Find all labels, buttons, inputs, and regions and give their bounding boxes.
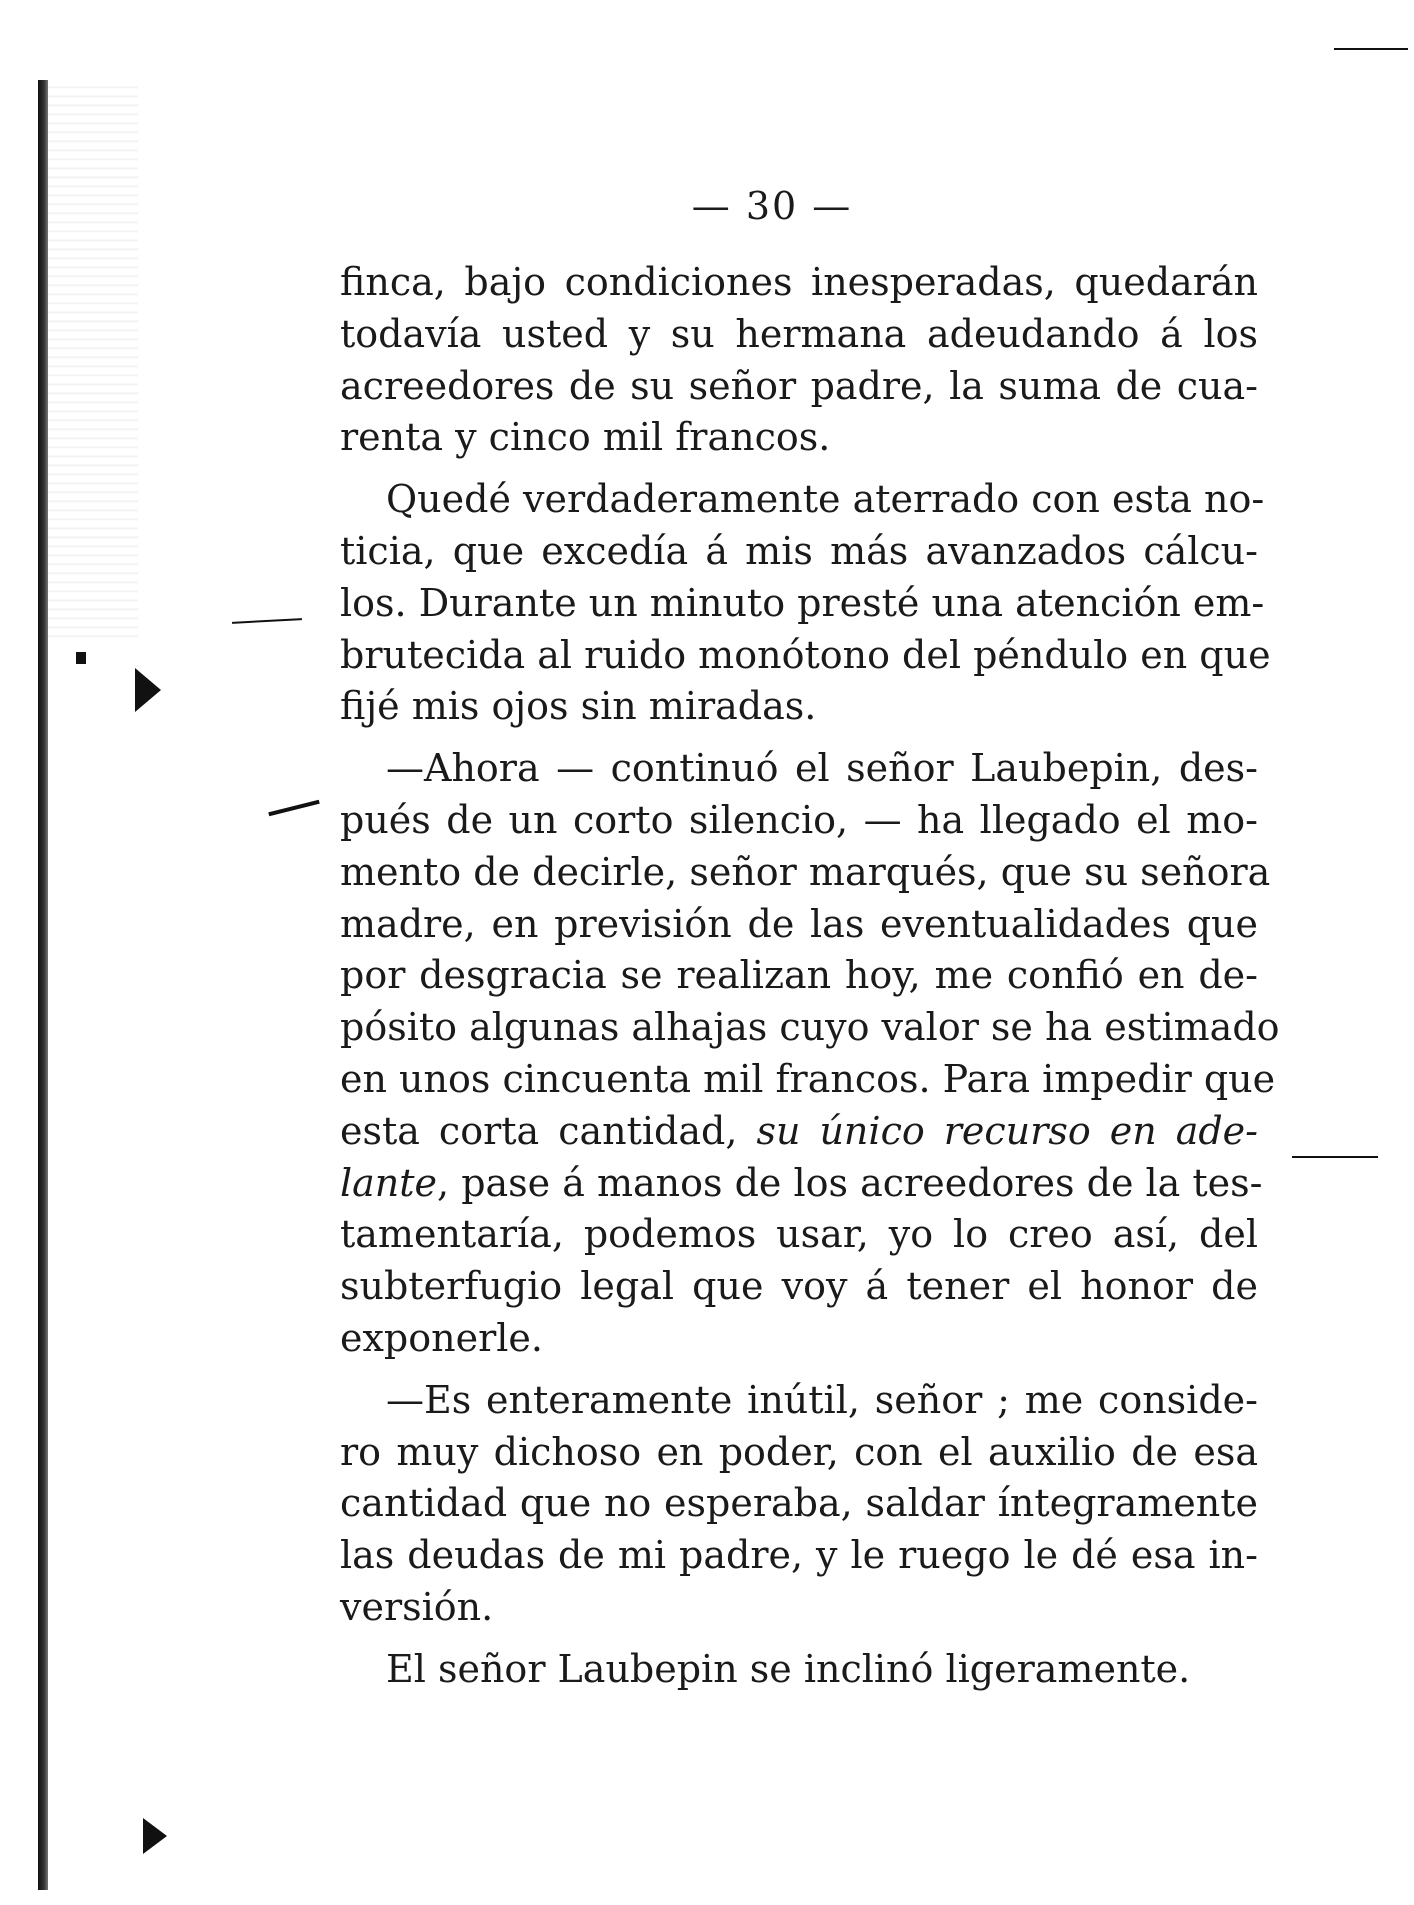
text-line: las deudas de mi padre, y le ruego le dé esa in- (340, 1533, 1258, 1578)
margin-mark-arrow (143, 1818, 167, 1854)
text-line: renta y cinco mil francos. (340, 415, 831, 460)
page-number: — 30 — (691, 184, 853, 228)
text-line: Quedé verdaderamente aterrado con esta no- (386, 477, 1265, 522)
text-line: pués de un corto silencio, — ha llegado el mo- (340, 797, 1258, 842)
text-line: ro muy dichoso en poder, con el auxilio de esa (340, 1429, 1258, 1474)
margin-mark-dash (1292, 1156, 1378, 1158)
text-line: El señor Laubepin se inclinó ligeramente. (386, 1646, 1191, 1691)
text-fragment: esta corta cantidad, (340, 1108, 738, 1153)
margin-mark-arrow (135, 668, 161, 712)
text-line: mento de decirle, señor marqués, que su señora (340, 849, 1271, 894)
text-line: brutecida al ruido monótono del péndulo en que (340, 632, 1271, 677)
text-line-mixed (340, 1158, 1263, 1210)
text-fragment: , pase á manos de los acreedores de la tes- (437, 1160, 1263, 1205)
margin-mark-dash (268, 800, 319, 816)
binding-edge-shadow (38, 80, 48, 1890)
text-line: —Es enteramente inútil, señor ; me conside- (386, 1377, 1258, 1422)
text-line: los. Durante un minuto presté una atención em- (340, 580, 1265, 625)
text-line: cantidad que no esperaba, saldar íntegramente (340, 1481, 1258, 1526)
italic-phrase: su único recurso en ade- (756, 1108, 1259, 1153)
text-line: versión. (340, 1584, 494, 1629)
text-line: acreedores de su señor padre, la suma de cua- (340, 363, 1258, 408)
text-line: fijé mis ojos sin miradas. (340, 684, 817, 729)
binding-speckle-noise (48, 80, 138, 640)
text-line: por desgracia se realizan hoy, me confió en de- (340, 953, 1258, 998)
text-line: tamentaría, podemos usar, yo lo creo así, del (340, 1212, 1258, 1257)
margin-mark-dash (1334, 48, 1408, 50)
text-line: finca, bajo condiciones inesperadas, quedarán (340, 260, 1258, 304)
italic-phrase: lante (340, 1160, 438, 1205)
text-line: madre, en previsión de las eventualidades que (340, 901, 1258, 946)
text-line: exponerle. (340, 1315, 543, 1360)
text-line-mixed (340, 1106, 1258, 1158)
margin-mark-dot (76, 652, 86, 664)
text-line: ticia, que excedía á mis más avanzados cálcu- (340, 528, 1258, 573)
text-line: en unos cincuenta mil francos. Para impedir que (340, 1056, 1276, 1101)
body-text (340, 257, 1280, 1696)
margin-mark-dash (232, 618, 302, 624)
text-line: —Ahora — continuó el señor Laubepin, des- (386, 746, 1258, 791)
text-line: subterfugio legal que voy á tener el honor de (340, 1264, 1258, 1309)
text-line: todavía usted y su hermana adeudando á los (340, 311, 1258, 356)
text-line: pósito algunas alhajas cuyo valor se ha estimado (340, 1005, 1280, 1050)
